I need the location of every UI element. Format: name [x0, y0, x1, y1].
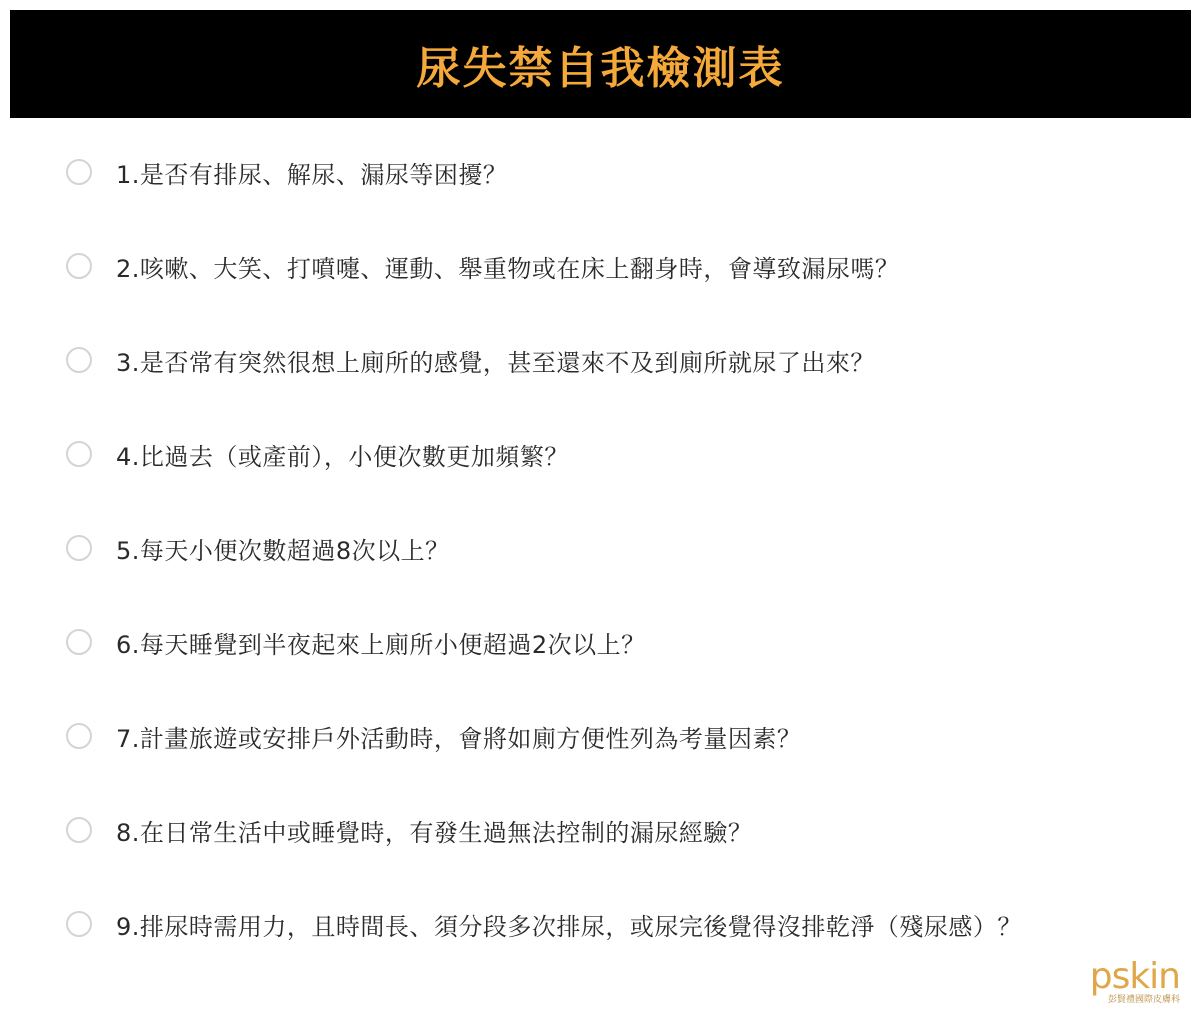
radio-button-2[interactable] — [66, 253, 92, 279]
question-item-2[interactable] — [66, 246, 899, 286]
question-item-8[interactable] — [66, 810, 752, 850]
question-item-5[interactable] — [66, 528, 450, 568]
question-label-6: 6.每天睡覺到半夜起來上廁所小便超過2次以上？ — [116, 630, 646, 659]
radio-button-6[interactable] — [66, 629, 92, 655]
radio-button-8[interactable] — [66, 817, 92, 843]
radio-button-9[interactable] — [66, 911, 92, 937]
question-item-9[interactable] — [66, 904, 1022, 944]
radio-button-1[interactable] — [66, 159, 92, 185]
question-label-5: 5.每天小便次數超過8次以上？ — [116, 536, 450, 565]
brand-logo — [1089, 956, 1180, 1005]
question-label-8: 8.在日常生活中或睡覺時，有發生過無法控制的漏尿經驗？ — [116, 818, 753, 847]
question-item-1[interactable] — [66, 152, 507, 192]
question-label-1: 1.是否有排尿、解尿、漏尿等困擾？ — [116, 160, 508, 189]
radio-button-5[interactable] — [66, 535, 92, 561]
question-label-9: 9.排尿時需用力，且時間長、須分段多次排尿，或尿完後覺得沒排乾淨（殘尿感）？ — [116, 912, 1022, 941]
radio-button-3[interactable] — [66, 347, 92, 373]
question-label-3: 3.是否常有突然很想上廁所的感覺，甚至還來不及到廁所就尿了出來？ — [116, 348, 875, 377]
logo-subtitle: 彭賢禮國際皮膚科 — [1107, 995, 1180, 1005]
question-item-7[interactable] — [66, 716, 801, 756]
radio-button-7[interactable] — [66, 723, 92, 749]
question-item-4[interactable] — [66, 434, 569, 474]
question-label-4: 4.比過去（或產前），小便次數更加頻繁？ — [116, 442, 569, 471]
question-item-6[interactable] — [66, 622, 646, 662]
question-label-2: 2.咳嗽、大笑、打噴嚏、運動、舉重物或在床上翻身時，會導致漏尿嗎？ — [116, 254, 900, 283]
question-label-7: 7.計畫旅遊或安排戶外活動時，會將如廁方便性列為考量因素？ — [116, 724, 802, 753]
radio-button-4[interactable] — [66, 441, 92, 467]
question-item-3[interactable] — [66, 340, 875, 380]
logo-wordmark: pskin — [1089, 956, 1180, 997]
page-title: 尿失禁自我檢測表 — [416, 43, 785, 94]
header-bar — [10, 10, 1191, 118]
